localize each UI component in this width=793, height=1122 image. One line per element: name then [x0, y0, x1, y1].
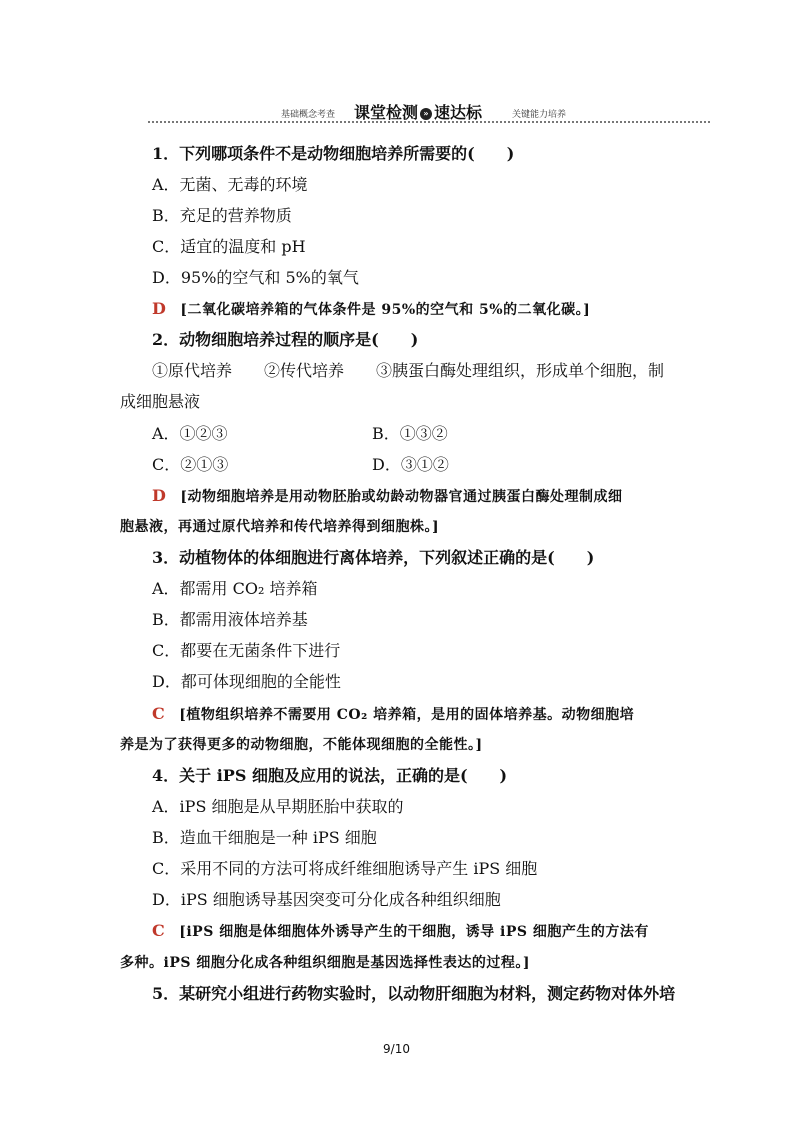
q1-option-a: A．无菌、无毒的环境: [152, 175, 308, 194]
q1-option-b: B．充足的营养物质: [152, 206, 292, 225]
q2-answer: [152, 485, 623, 508]
q1-option-d: D．95%的空气和 5%的氧气: [152, 268, 359, 287]
q4-option-a: A．iPS 细胞是从早期胚胎中获取的: [152, 797, 404, 816]
q2-answer-letter: D: [152, 486, 167, 505]
page-number: 9/10: [383, 1042, 410, 1056]
q3-option-d: D．都可体现细胞的全能性: [152, 672, 341, 691]
q3-answer-letter: C: [152, 704, 166, 723]
q2-desc-line2: 成细胞悬液: [120, 392, 201, 411]
q1-stem: 1．下列哪项条件不是动物细胞培养所需要的( ): [152, 144, 515, 163]
page-header: [148, 100, 710, 130]
q3-stem: 3．动植物体的体细胞进行离体培养，下列叙述正确的是( ): [152, 548, 595, 567]
q2-answer-line1: [动物细胞培养是用动物胚胎或幼龄动物器官通过胰蛋白酶处理制成细: [180, 489, 623, 505]
q3-option-c: C．都要在无菌条件下进行: [152, 641, 341, 660]
q3-option-a: A．都需用 CO₂ 培养箱: [152, 579, 318, 598]
q3-answer-line2: 养是为了获得更多的动物细胞，不能体现细胞的全能性。]: [120, 737, 483, 753]
q1-answer-text: [二氧化碳培养箱的气体条件是 95%的空气和 5%的二氧化碳。]: [180, 302, 591, 318]
header-title-b: 速达标: [434, 103, 483, 122]
q1-option-c: C．适宜的温度和 pH: [152, 237, 306, 256]
q1-answer: [152, 298, 590, 321]
q2-option-c: C．②①③: [152, 455, 229, 474]
q4-answer-line2: 多种。iPS 细胞分化成各种组织细胞是基因选择性表达的过程。]: [120, 955, 530, 971]
q2-options-row1: [152, 423, 228, 445]
q2-option-d: D．③①②: [372, 455, 449, 474]
q2-answer-line2: 胞悬液，再通过原代培养和传代培养得到细胞株。]: [120, 519, 440, 535]
header-title: [354, 100, 482, 123]
q1-answer-letter: D: [152, 299, 167, 318]
q3-answer-line1: [植物组织培养不需要用 CO₂ 培养箱，是用的固体培养基。动物细胞培: [179, 707, 635, 723]
q3-option-b: B．都需用液体培养基: [152, 610, 308, 629]
q3-answer: [152, 703, 634, 726]
q4-answer-line1: [iPS 细胞是体细胞体外诱导产生的干细胞，诱导 iPS 细胞产生的方法有: [179, 924, 649, 940]
q4-answer: [152, 920, 649, 943]
q2-stem: 2．动物细胞培养过程的顺序是( ): [152, 330, 419, 349]
header-right-label: 关键能力培养: [512, 110, 567, 120]
q2-option-b: B．①③②: [372, 424, 448, 443]
q4-option-c: C．采用不同的方法可将成纤维细胞诱导产生 iPS 细胞: [152, 859, 538, 878]
header-title-a: 课堂检测: [354, 103, 419, 122]
header-divider: [148, 121, 710, 123]
q4-answer-letter: C: [152, 921, 166, 940]
q2-desc-line1: ①原代培养 ②传代培养 ③胰蛋白酶处理组织，形成单个细胞，制: [152, 361, 665, 380]
q2-options-row2: [152, 454, 228, 476]
header-left-label: 基础概念考查: [281, 110, 336, 120]
q4-option-d: D．iPS 细胞诱导基因突变可分化成各种组织细胞: [152, 890, 501, 909]
q4-stem: 4．关于 iPS 细胞及应用的说法，正确的是( ): [152, 766, 508, 785]
q5-stem: 5．某研究小组进行药物实验时，以动物肝细胞为材料，测定药物对体外培: [152, 984, 676, 1003]
arrow-icon: »: [420, 108, 432, 120]
q2-option-a: A．①②③: [152, 424, 228, 443]
q4-option-b: B．造血干细胞是一种 iPS 细胞: [152, 828, 377, 847]
